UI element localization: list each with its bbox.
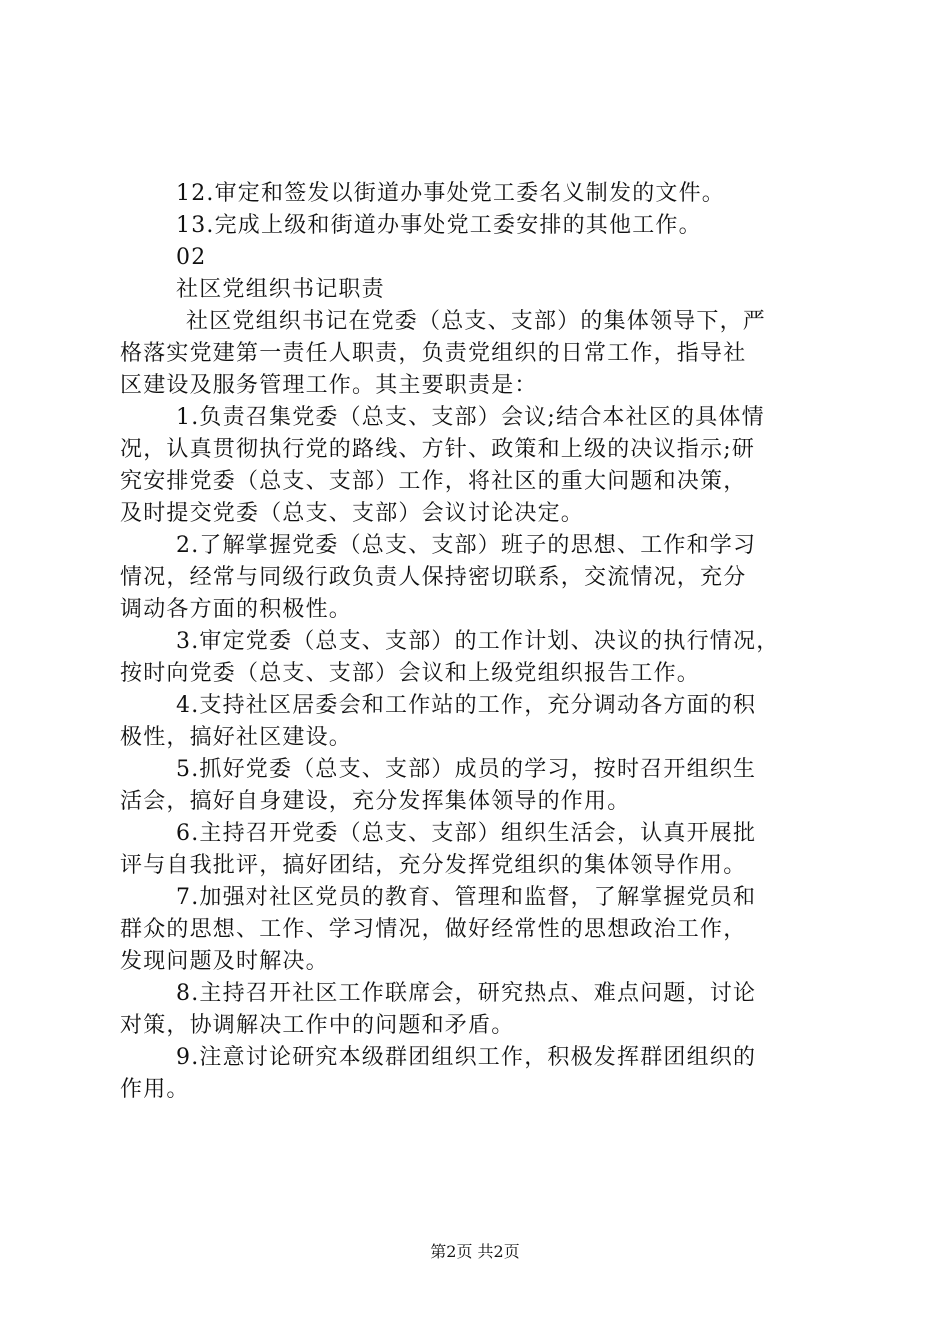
body-line: 7.加强对社区党员的教育、管理和监督，了解掌握党员和 [176, 885, 757, 910]
body-line: 3.审定党委（总支、支部）的工作计划、决议的执行情况， [176, 629, 780, 654]
body-line: 1.负责召集党委（总支、支部）会议;结合本社区的具体情 [176, 405, 765, 430]
body-line: 社区党组织书记在党委（总支、支部）的集体领导下，严 [186, 309, 767, 334]
body-line: 按时向党委（总支、支部）会议和上级党组织报告工作。 [120, 661, 701, 686]
body-line: 13.完成上级和街道办事处党工委安排的其他工作。 [176, 213, 702, 238]
body-line: 评与自我批评，搞好团结，充分发挥党组织的集体领导作用。 [120, 853, 747, 878]
body-line: 调动各方面的积极性。 [120, 597, 353, 622]
body-line: 区建设及服务管理工作。其主要职责是： [120, 373, 538, 398]
body-line: 究安排党委（总支、支部）工作，将社区的重大问题和决策， [120, 469, 747, 494]
body-line: 9.注意讨论研究本级群团组织工作，积极发挥群团组织的 [176, 1045, 757, 1070]
body-line: 况，认真贯彻执行党的路线、方针、政策和上级的决议指示;研 [120, 437, 756, 462]
body-line: 情况，经常与同级行政负责人保持密切联系，交流情况，充分 [120, 565, 747, 590]
body-line: 及时提交党委（总支、支部）会议讨论决定。 [120, 501, 585, 526]
body-line: 极性，搞好社区建设。 [120, 725, 353, 750]
body-line: 发现问题及时解决。 [120, 949, 329, 974]
body-line: 8.主持召开社区工作联席会，研究热点、难点问题，讨论 [176, 981, 757, 1006]
section-heading: 社区党组织书记职责 [176, 277, 385, 302]
body-line: 4.支持社区居委会和工作站的工作，充分调动各方面的积 [176, 693, 757, 718]
body-line: 活会，搞好自身建设，充分发挥集体领导的作用。 [120, 789, 631, 814]
body-line: 2.了解掌握党委（总支、支部）班子的思想、工作和学习 [176, 533, 757, 558]
body-line: 5.抓好党委（总支、支部）成员的学习，按时召开组织生 [176, 757, 757, 782]
body-line: 对策，协调解决工作中的问题和矛盾。 [120, 1013, 515, 1038]
body-line: 群众的思想、工作、学习情况，做好经常性的思想政治工作， [120, 917, 747, 942]
body-line: 12.审定和签发以街道办事处党工委名义制发的文件。 [176, 181, 725, 206]
document-body [120, 178, 832, 1106]
section-number: 02 [176, 245, 207, 270]
body-line: 格落实党建第一责任人职责，负责党组织的日常工作，指导社 [120, 341, 747, 366]
body-line: 6.主持召开党委（总支、支部）组织生活会，认真开展批 [176, 821, 757, 846]
page-footer: 第2页 共2页 [430, 1242, 520, 1261]
body-line: 作用。 [120, 1077, 190, 1102]
